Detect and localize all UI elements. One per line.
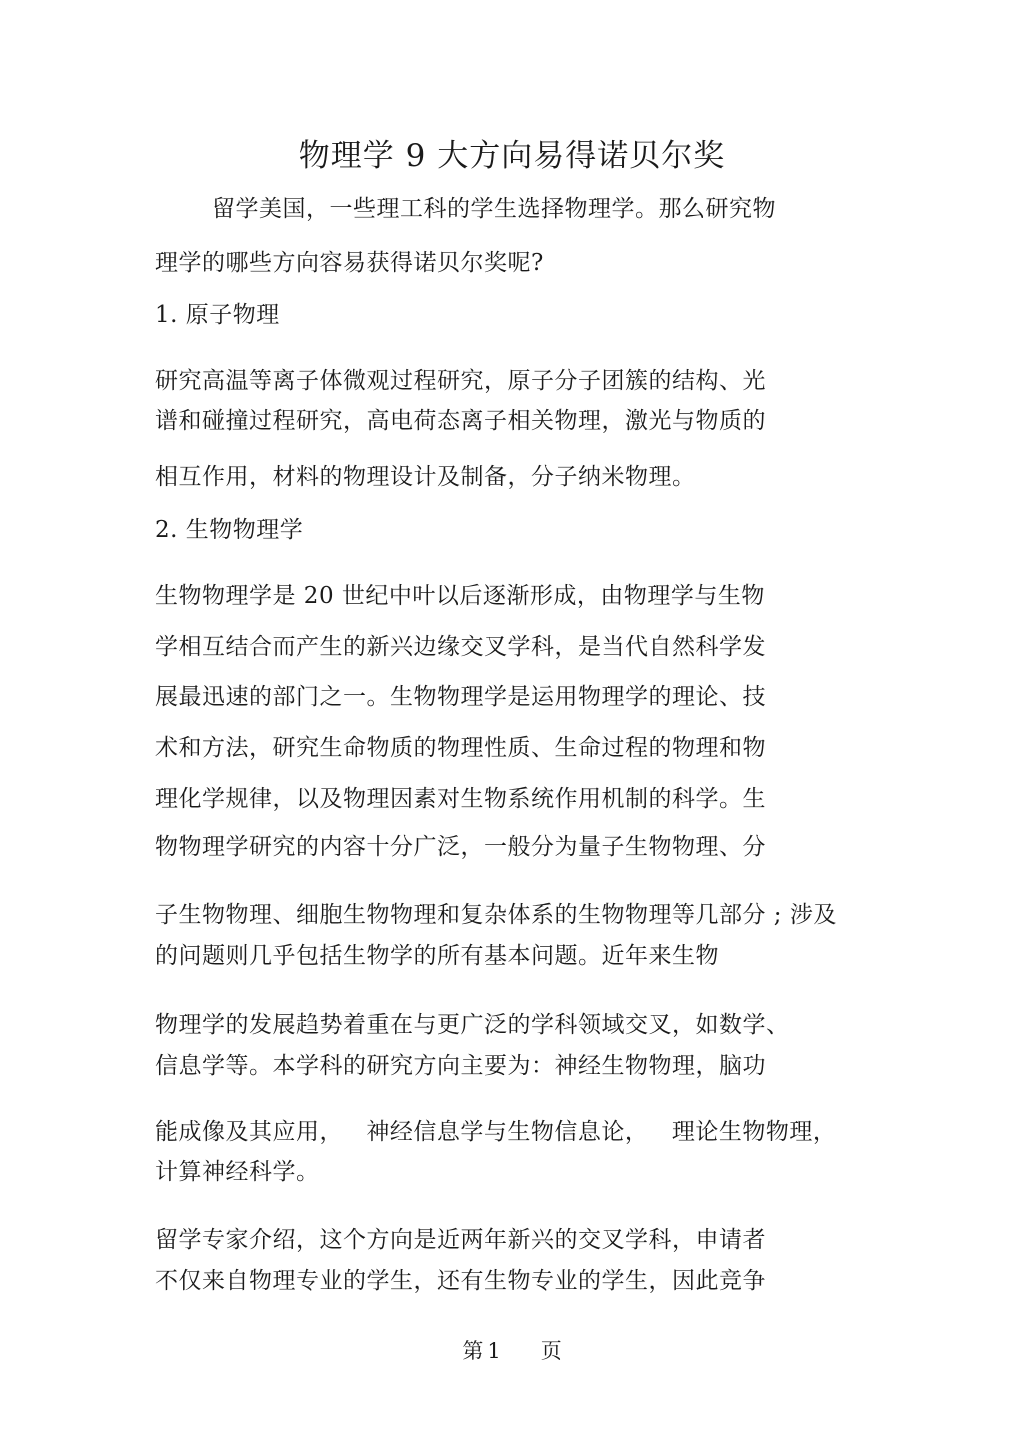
section-2-line-5: 理化学规律，以及物理因素对生物系统作用机制的科学。生 (155, 786, 766, 812)
section-2-line-10: 信息学等。本学科的研究方向主要为：神经生物物理，脑功 (155, 1053, 766, 1079)
section-1-heading: 1. 原子物理 (155, 302, 280, 328)
footer-prefix: 第 (462, 1339, 484, 1363)
section-2-line-13: 留学专家介绍，这个方向是近两年新兴的交叉学科，申请者 (155, 1227, 766, 1253)
section-1-line-2: 谱和碰撞过程研究，高电荷态离子相关物理，激光与物质的 (155, 408, 766, 434)
section-2-line-1: 生物物理学是 20 世纪中叶以后逐渐形成，由物理学与生物 (155, 583, 765, 609)
intro-line-2: 理学的哪些方向容易获得诺贝尔奖呢? (155, 250, 544, 276)
page-footer (0, 1336, 1024, 1366)
section-1-line-1: 研究高温等离子体微观过程研究，原子分子团簇的结构、光 (155, 368, 766, 394)
section-2-heading: 2. 生物物理学 (155, 517, 304, 543)
section-2-line-7: 子生物物理、细胞生物物理和复杂体系的生物物理等几部分 ; 涉及 (155, 902, 837, 928)
page-number: 1 (487, 1339, 501, 1363)
footer-suffix: 页 (540, 1339, 562, 1363)
section-2-line-11: 能成像及其应用， 神经信息学与生物信息论， 理论生物物理， (155, 1119, 837, 1145)
document-title: 物理学 9 大方向易得诺贝尔奖 (298, 138, 726, 174)
section-2-line-2: 学相互结合而产生的新兴边缘交叉学科，是当代自然科学发 (155, 634, 766, 660)
section-2-line-12: 计算神经科学。 (155, 1159, 320, 1185)
section-2-line-9: 物理学的发展趋势着重在与更广泛的学科领域交叉，如数学、 (155, 1012, 790, 1038)
section-2-line-3: 展最迅速的部门之一。生物物理学是运用物理学的理论、技 (155, 684, 766, 710)
section-2-line-8: 的问题则几乎包括生物学的所有基本问题。近年来生物 (155, 943, 719, 969)
section-1-line-3: 相互作用，材料的物理设计及制备，分子纳米物理。 (155, 464, 696, 490)
intro-line-1: 留学美国，一些理工科的学生选择物理学。那么研究物 (212, 196, 776, 222)
section-2-line-6: 物物理学研究的内容十分广泛，一般分为量子生物物理、分 (155, 834, 766, 860)
section-2-line-4: 术和方法，研究生命物质的物理性质、生命过程的物理和物 (155, 735, 766, 761)
section-2-line-14: 不仅来自物理专业的学生，还有生物专业的学生，因此竞争 (155, 1268, 766, 1294)
